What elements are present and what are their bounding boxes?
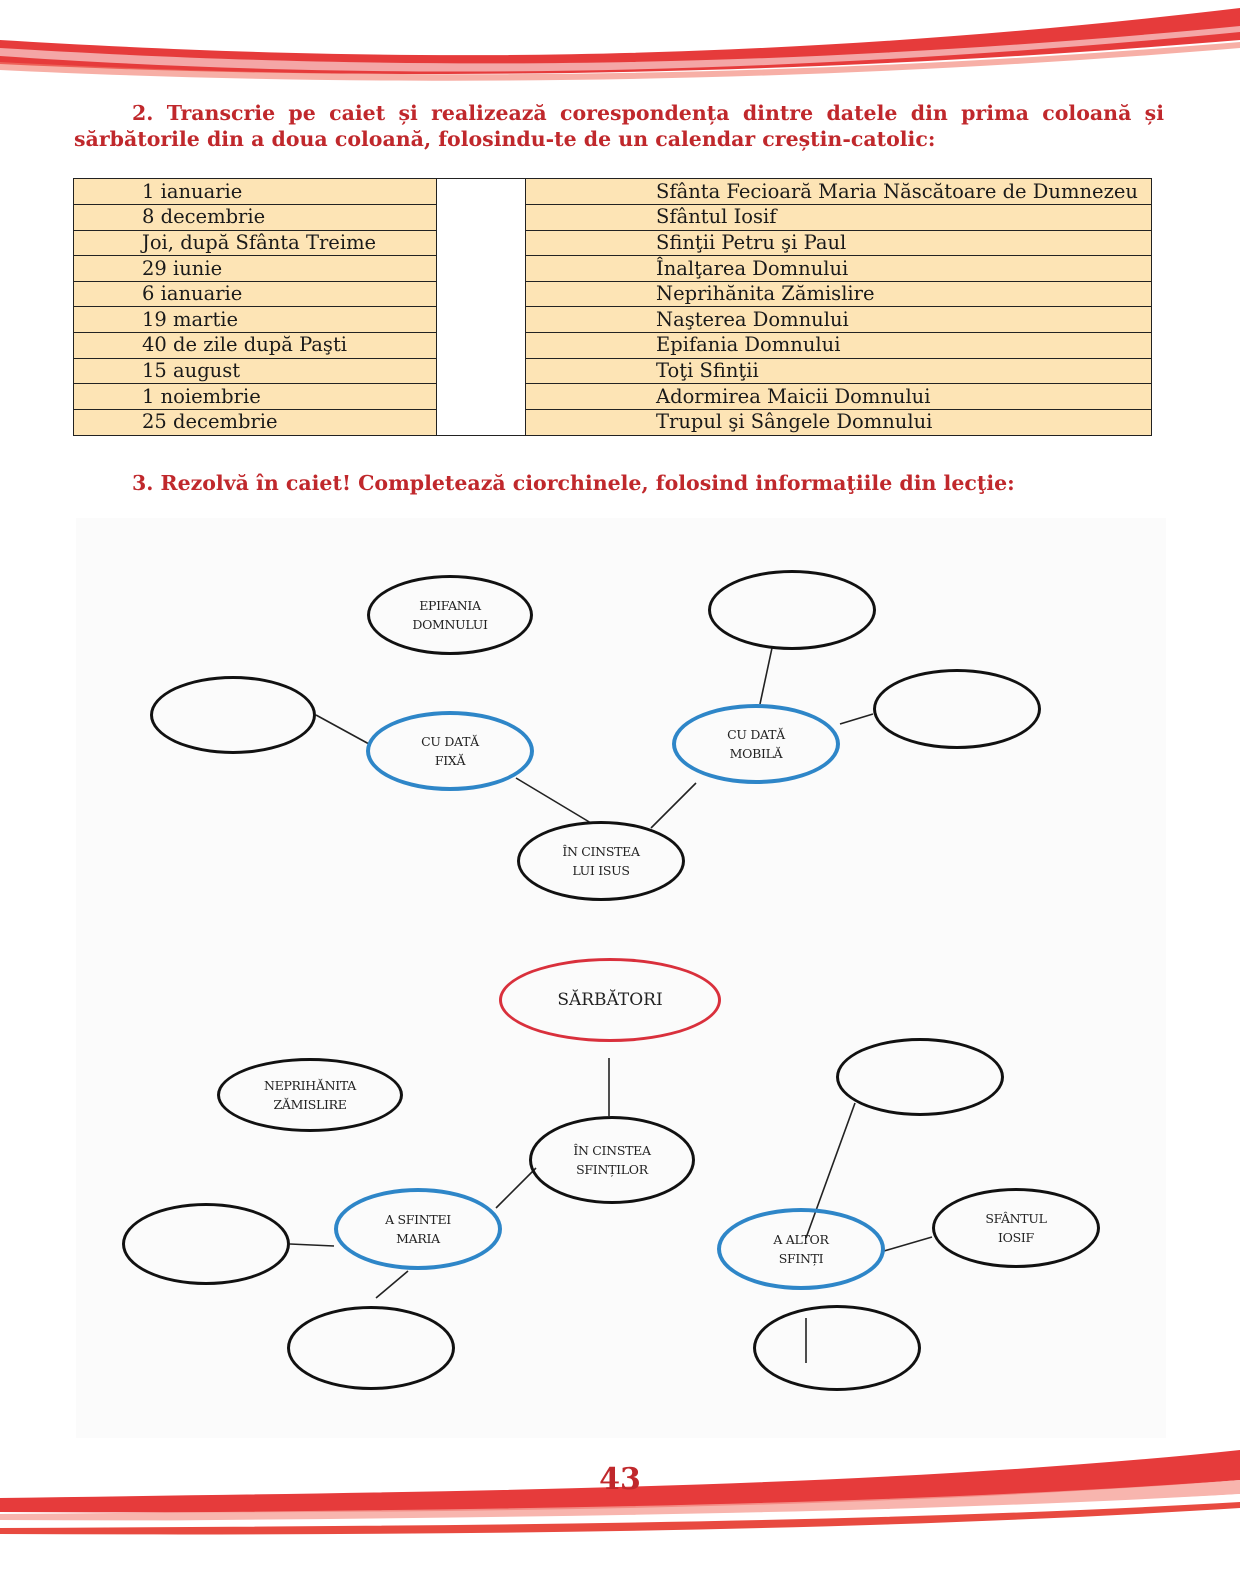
empty-node-maria-bottom[interactable]	[287, 1306, 455, 1390]
gap-cell	[437, 333, 526, 359]
table-row	[74, 358, 1152, 384]
empty-node-altor-bottom[interactable]	[753, 1305, 921, 1391]
node-cu-data-mobila: CU DATĂ MOBILĂ	[672, 704, 840, 784]
date-cell: Joi, după Sfânta Treime	[74, 230, 437, 256]
feast-cell: Sfânta Fecioară Maria Născătoare de Dumnezeu	[526, 179, 1152, 205]
gap-cell	[437, 384, 526, 410]
table-row	[74, 230, 1152, 256]
matching-table	[73, 178, 1152, 436]
table-row	[74, 333, 1152, 359]
table-row	[74, 256, 1152, 282]
gap-cell	[437, 409, 526, 435]
node-epifania-domnului: EPIFANIA DOMNULUI	[367, 575, 533, 655]
feast-cell: Înalţarea Domnului	[526, 256, 1152, 282]
exercise-3-title: 3. Rezolvă în caiet! Completează ciorchinele, folosind informaţiile din lecţie:	[132, 471, 1015, 495]
table-row	[74, 384, 1152, 410]
gap-cell	[437, 307, 526, 333]
node-neprihanita-zamislire: NEPRIHĂNITA ZĂMISLIRE	[217, 1058, 403, 1132]
table-row	[74, 179, 1152, 205]
date-cell: 6 ianuarie	[74, 281, 437, 307]
gap-cell	[437, 205, 526, 231]
feast-cell: Epifania Domnului	[526, 333, 1152, 359]
feast-cell: Sfântul Iosif	[526, 205, 1152, 231]
date-cell: 19 martie	[74, 307, 437, 333]
empty-node-mobila-top[interactable]	[708, 570, 876, 650]
empty-node-altor-top[interactable]	[836, 1038, 1004, 1116]
header-wave-decoration	[0, 0, 1240, 90]
table-row	[74, 281, 1152, 307]
page-number: 43	[599, 1462, 641, 1497]
node-in-cinstea-lui-isus: ÎN CINSTEA LUI ISUS	[517, 821, 685, 901]
empty-node-fixa-left[interactable]	[150, 676, 316, 754]
node-a-altor-sfinti: A ALTOR SFINȚI	[717, 1208, 885, 1290]
date-cell: 25 decembrie	[74, 409, 437, 435]
node-in-cinstea-sfintilor: ÎN CINSTEA SFINȚILOR	[529, 1116, 695, 1204]
feast-cell: Sfinţii Petru şi Paul	[526, 230, 1152, 256]
node-sarbatori: SĂRBĂTORI	[499, 958, 721, 1042]
node-a-sfintei-maria: A SFINTEI MARIA	[334, 1188, 502, 1270]
node-sfantul-iosif: SFÂNTUL IOSIF	[932, 1188, 1100, 1268]
gap-cell	[437, 179, 526, 205]
empty-node-maria-left[interactable]	[122, 1203, 290, 1285]
date-cell: 1 ianuarie	[74, 179, 437, 205]
gap-cell	[437, 281, 526, 307]
exercise-2-title: 2. Transcrie pe caiet și realizează corespondența dintre datele din prima coloană și sărbătorile din a doua coloană, folosindu-te de un calendar creștin-catolic:	[74, 101, 1164, 151]
table-row	[74, 205, 1152, 231]
date-cell: 15 august	[74, 358, 437, 384]
feast-cell: Naşterea Domnului	[526, 307, 1152, 333]
feast-cell: Adormirea Maicii Domnului	[526, 384, 1152, 410]
node-cu-data-fixa: CU DATĂ FIXĂ	[366, 711, 534, 791]
feast-cell: Toţi Sfinţii	[526, 358, 1152, 384]
feast-cell: Trupul şi Sângele Domnului	[526, 409, 1152, 435]
empty-node-mobila-right[interactable]	[873, 669, 1041, 749]
table-row	[74, 307, 1152, 333]
gap-cell	[437, 230, 526, 256]
date-cell: 29 iunie	[74, 256, 437, 282]
feast-cell: Neprihănita Zămislire	[526, 281, 1152, 307]
date-cell: 40 de zile după Paşti	[74, 333, 437, 359]
concept-map	[76, 518, 1166, 1438]
date-cell: 8 decembrie	[74, 205, 437, 231]
gap-cell	[437, 358, 526, 384]
gap-cell	[437, 256, 526, 282]
date-cell: 1 noiembrie	[74, 384, 437, 410]
table-row	[74, 409, 1152, 435]
